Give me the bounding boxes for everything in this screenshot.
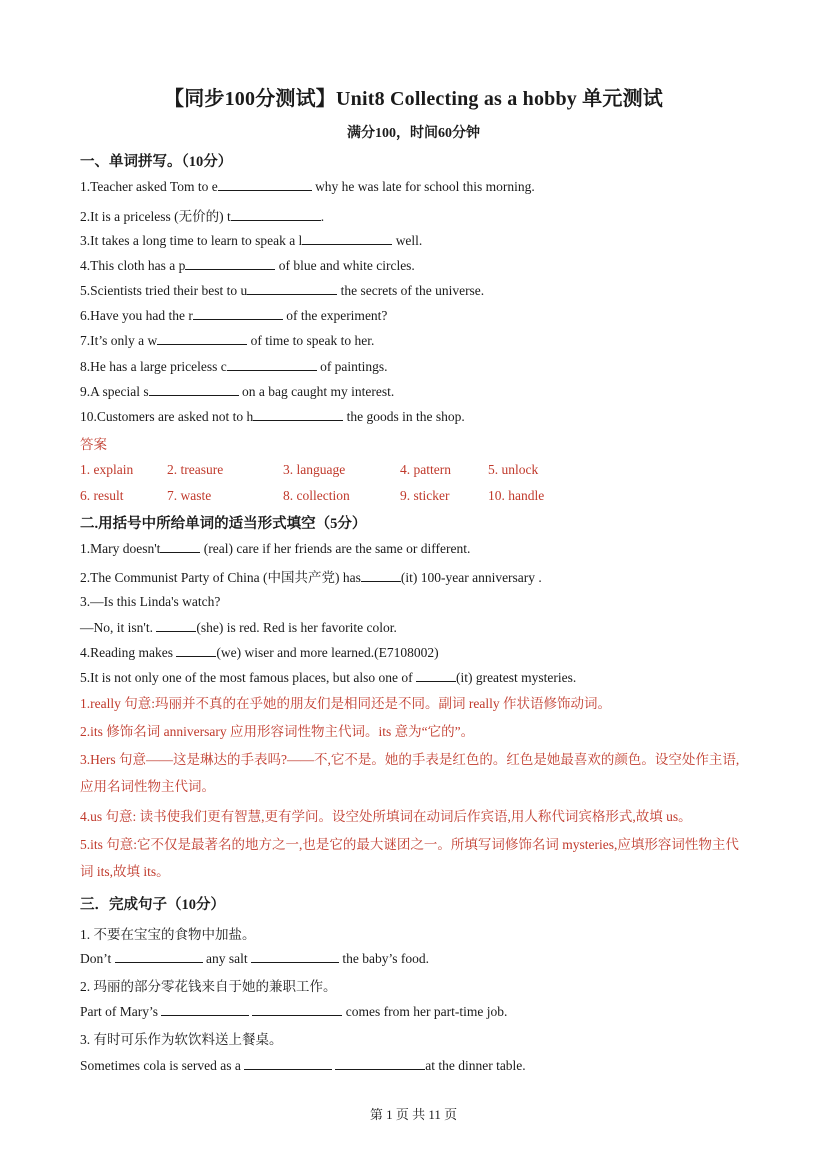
question-3-2: Part of Mary’s comes from her part-time job. — [80, 1004, 508, 1019]
section1-heading: 一、单词拼写。（10分） — [80, 154, 233, 170]
question-1-2: 2.It is a priceless (无价的) t . — [80, 209, 325, 224]
answer-item: 1. explain — [80, 462, 134, 477]
answer-blank — [149, 383, 239, 396]
answer-label: 答案 — [80, 437, 107, 452]
answer-blank — [247, 282, 337, 295]
explanation-1: 1.really 句意:玛丽并不真的在乎她的朋友们是相同还是不同。副词 really 作状语修饰动词。 — [80, 696, 611, 711]
answer-blank — [161, 1003, 249, 1016]
question-1-6: 6.Have you had the r of the experiment? — [80, 308, 388, 323]
question-1-3: 3.It takes a long time to learn to speak a l well. — [80, 233, 423, 248]
answer-blank — [227, 358, 317, 371]
answer-blank — [176, 644, 216, 657]
question-3-3-chinese: 3. 有时可乐作为软饮料送上餐桌。 — [80, 1032, 283, 1047]
answer-blank — [302, 232, 392, 245]
answer-item: 7. waste — [167, 488, 212, 503]
answer-item: 10. handle — [488, 488, 545, 503]
question-2-3-reply: —No, it isn't. (she) is red. Red is her favorite color. — [80, 620, 397, 635]
section3-heading: 三．完成句子（10分） — [80, 897, 225, 913]
question-3-1: Don’t any salt the baby’s food. — [80, 951, 430, 966]
explanation-2: 2.its 修饰名词 anniversary 应用形容词性物主代词。its 意为“它的”。 — [80, 724, 475, 739]
answer-blank — [193, 307, 283, 320]
answer-blank — [185, 257, 275, 270]
question-2-4: 4.Reading makes (we) wiser and more learned.(E7108002) — [80, 645, 439, 660]
answer-item: 6. result — [80, 488, 124, 503]
answer-blank — [218, 178, 312, 191]
question-1-8: 8.He has a large priceless c of paintings. — [80, 359, 388, 374]
document-subtitle: 满分100，时间60分钟 — [347, 126, 480, 141]
answer-blank — [115, 950, 203, 963]
answer-blank — [251, 950, 339, 963]
question-1-5: 5.Scientists tried their best to u the secrets of the universe. — [80, 283, 485, 298]
question-2-3: 3.—Is this Linda's watch? — [80, 594, 221, 609]
question-1-1: 1.Teacher asked Tom to e why he was late for school this morning. — [80, 179, 535, 194]
section2-heading: 二.用括号中所给单词的适当形式填空（5分） — [80, 516, 367, 532]
page-footer: 第 1 页 共 11 页 — [369, 1107, 458, 1122]
answer-item: 5. unlock — [488, 462, 539, 477]
answer-blank — [252, 1003, 342, 1016]
question-1-4: 4.This cloth has a p of blue and white circles. — [80, 258, 415, 273]
question-1-10: 10.Customers are asked not to h the goods in the shop. — [80, 409, 465, 424]
answer-item: 3. language — [283, 462, 346, 477]
question-3-3: Sometimes cola is served as a at the dinner table. — [80, 1058, 526, 1073]
answer-blank — [361, 569, 401, 582]
answer-blank — [253, 408, 343, 421]
answer-blank — [416, 669, 456, 682]
question-3-1-chinese: 1. 不要在宝宝的食物中加盐。 — [80, 927, 256, 942]
answer-blank — [157, 332, 247, 345]
explanation-3: 3.Hers 句意——这是琳达的手表吗?——不,它不是。她的手表是红色的。红色是她最喜欢的颜色。设空处作主语,应用名词性物主代词。 — [80, 752, 740, 794]
document-title: 【同步100分测试】Unit8 Collecting as a hobby 单元测试 — [164, 88, 663, 110]
question-2-1: 1.Mary doesn't (real) care if her friends are the same or different. — [80, 541, 471, 556]
answer-item: 2. treasure — [167, 462, 224, 477]
answer-blank — [231, 208, 321, 221]
answer-blank — [160, 540, 200, 553]
answer-item: 9. sticker — [400, 488, 450, 503]
question-3-2-chinese: 2. 玛丽的部分零花钱来自于她的兼职工作。 — [80, 979, 337, 994]
answer-blank — [156, 619, 196, 632]
answer-item: 8. collection — [283, 488, 350, 503]
answer-blank — [244, 1057, 332, 1070]
question-1-7: 7.It’s only a w of time to speak to her. — [80, 333, 375, 348]
question-2-5: 5.It is not only one of the most famous places, but also one of (it) greatest mysteries. — [80, 670, 577, 685]
answer-item: 4. pattern — [400, 462, 451, 477]
explanation-5: 5.its 句意:它不仅是最著名的地方之一,也是它的最大谜团之一。所填写词修饰名词 mysteries,应填形容词性物主代词 its,故填 its。 — [80, 837, 739, 879]
question-1-9: 9.A special s on a bag caught my interest. — [80, 384, 395, 399]
answer-blank — [335, 1057, 425, 1070]
question-2-2: 2.The Communist Party of China (中国共产党) has (it) 100-year anniversary . — [80, 570, 542, 585]
explanation-4: 4.us 句意: 读书使我们更有智慧,更有学问。设空处所填词在动词后作宾语,用人称代词宾格形式,故填 us。 — [80, 809, 692, 824]
